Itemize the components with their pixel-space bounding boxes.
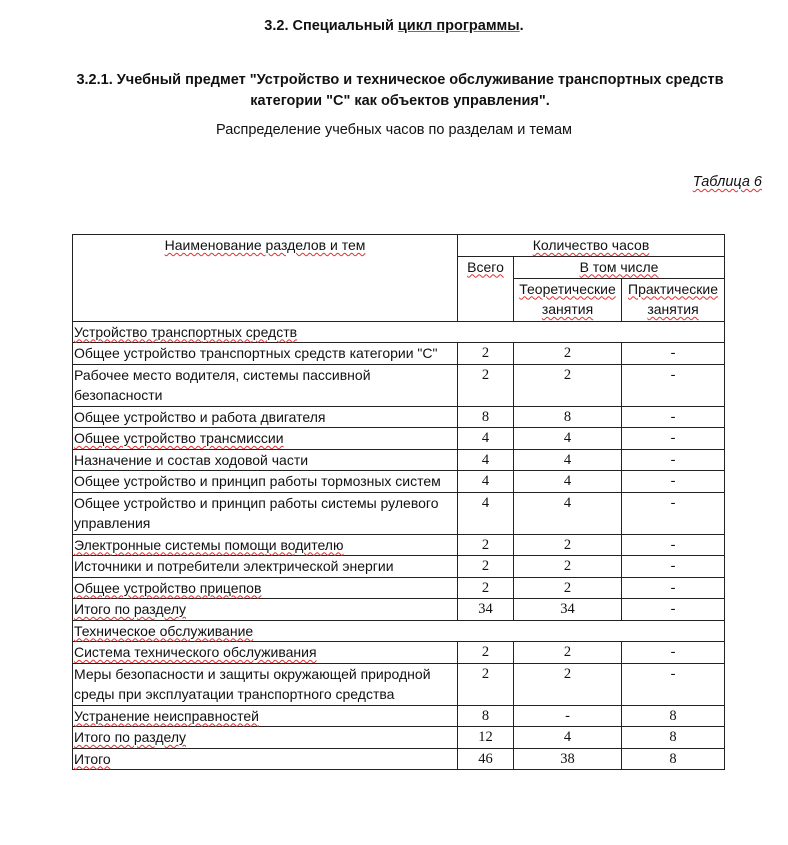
topic-name-text: Назначение и состав ходовой части [74,451,309,468]
topic-name-text: Итого [74,750,111,767]
header-theory-text: Теоретические занятия [519,280,616,317]
cell-total-hours: 8 [458,705,514,727]
table-label [693,174,762,190]
total-row [73,748,725,770]
cell-topic-name [73,492,458,534]
topic-name-text: Меры безопасности и защиты окружающей природной среды при эксплуатации транспортного средства [74,665,431,702]
cell-total-hours: 4 [458,449,514,471]
table-row [73,406,725,428]
cell-practice-hours: 8 [622,748,725,770]
total-row [73,727,725,749]
cell-practice-hours: - [622,406,725,428]
cell-practice-hours: - [622,642,725,664]
cell-practice-hours: - [622,599,725,621]
cell-practice-hours: - [622,343,725,365]
section-heading [0,18,788,34]
cell-topic-name [73,727,458,749]
topic-name-text: Общее устройство и принцип работы тормозных систем [74,473,441,489]
cell-topic-name [73,556,458,578]
cell-theory-hours: 4 [514,492,622,534]
cell-total-hours: 2 [458,577,514,599]
cell-total-hours: 4 [458,428,514,450]
cell-total-hours: 4 [458,471,514,493]
table-row [73,534,725,556]
cell-theory-hours: 2 [514,534,622,556]
header-name [73,235,458,322]
table-row [73,663,725,705]
header-hours-text: Количество часов [532,237,650,253]
cell-practice-hours: - [622,534,725,556]
topic-name-text: Итого по разделу [74,601,187,617]
cell-practice-hours: - [622,449,725,471]
topic-name-text: Общее устройство и принцип работы системы рулевого управления [74,494,439,531]
table-row [73,428,725,450]
table-row [73,449,725,471]
header-total-text: Всего [467,258,504,275]
topic-name-text: Общее устройство прицепов [74,579,262,596]
cell-theory-hours: 4 [514,727,622,749]
cell-practice-hours: 8 [622,705,725,727]
cell-total-hours: 8 [458,406,514,428]
topic-name-text: Электронные системы помощи водителю [74,536,344,553]
header-practice [622,278,725,321]
section-title: Техническое обслуживание [74,622,254,639]
cell-theory-hours: 4 [514,449,622,471]
subject-title: 3.2.1. Учебный предмет "Устройство и техническое обслуживание транспортных средств категории "С" как объектов управления". [76,72,724,109]
cell-total-hours: 2 [458,343,514,365]
table-row [73,364,725,406]
cell-theory-hours: 38 [514,748,622,770]
topic-name-text: Общее устройство трансмиссии [74,430,284,446]
cell-theory-hours: 2 [514,663,622,705]
cell-practice-hours: - [622,556,725,578]
cell-practice-hours: - [622,471,725,493]
cell-theory-hours: 4 [514,428,622,450]
cell-theory-hours: - [514,705,622,727]
header-including [514,256,725,278]
cell-topic-name [73,705,458,727]
cell-theory-hours: 8 [514,406,622,428]
section-heading-prefix: 3.2. Специальный [264,18,398,34]
cell-theory-hours: 2 [514,642,622,664]
cell-practice-hours: - [622,492,725,534]
topic-name-text: Общее устройство транспортных средств категории "С" [74,345,438,361]
table-row [73,642,725,664]
cell-topic-name [73,642,458,664]
cell-topic-name [73,577,458,599]
cell-practice-hours: - [622,428,725,450]
cell-topic-name [73,364,458,406]
cell-practice-hours: - [622,577,725,599]
header-total [458,256,514,321]
section-row [73,620,725,642]
table-row [73,705,725,727]
topic-name-text: Итого по разделу [74,729,187,745]
cell-total-hours: 46 [458,748,514,770]
cell-topic-name [73,748,458,770]
cell-topic-name [73,534,458,556]
total-row [73,599,725,621]
section-heading-link[interactable]: цикл программы [397,18,520,34]
section-row [73,321,725,343]
table-row [73,492,725,534]
cell-theory-hours: 34 [514,599,622,621]
topic-name-text: Источники и потребители электрической энергии [74,558,394,574]
cell-practice-hours: - [622,364,725,406]
header-name-text: Наименование разделов и тем [164,237,366,253]
table-row [73,343,725,365]
header-including-text: В том числе [579,258,659,275]
cell-total-hours: 2 [458,364,514,406]
cell-total-hours: 2 [458,556,514,578]
topic-name-text: Система технического обслуживания [74,644,317,660]
cell-topic-name [73,449,458,471]
topic-name-text: Общее устройство и работа двигателя [74,408,326,425]
hours-table [72,234,725,770]
table-row [73,577,725,599]
cell-theory-hours: 2 [514,556,622,578]
table-row [73,471,725,493]
section-heading-suffix: . [519,18,524,34]
topic-name-text: Рабочее место водителя, системы пассивной безопасности [74,366,371,403]
header-theory [514,278,622,321]
cell-topic-name [73,428,458,450]
cell-theory-hours: 4 [514,471,622,493]
topic-name-text: Устранение неисправностей [74,707,259,724]
cell-practice-hours: - [622,663,725,705]
cell-total-hours: 34 [458,599,514,621]
cell-total-hours: 2 [458,534,514,556]
cell-theory-hours: 2 [514,364,622,406]
cell-topic-name [73,663,458,705]
section-title: Устройство транспортных средств [74,323,298,340]
cell-theory-hours: 2 [514,343,622,365]
cell-total-hours: 12 [458,727,514,749]
table-label-text: Таблица 6 [692,174,762,190]
section-title-cell [73,620,725,642]
cell-topic-name [73,406,458,428]
table-subtitle: Распределение учебных часов по разделам и темам [216,122,572,138]
cell-topic-name [73,471,458,493]
cell-theory-hours: 2 [514,577,622,599]
cell-total-hours: 2 [458,642,514,664]
cell-practice-hours: 8 [622,727,725,749]
cell-topic-name [73,343,458,365]
cell-total-hours: 4 [458,492,514,534]
header-hours [458,235,725,257]
cell-topic-name [73,599,458,621]
section-title-cell [73,321,725,343]
header-practice-text: Практические занятия [628,280,718,317]
cell-total-hours: 2 [458,663,514,705]
table-row [73,556,725,578]
